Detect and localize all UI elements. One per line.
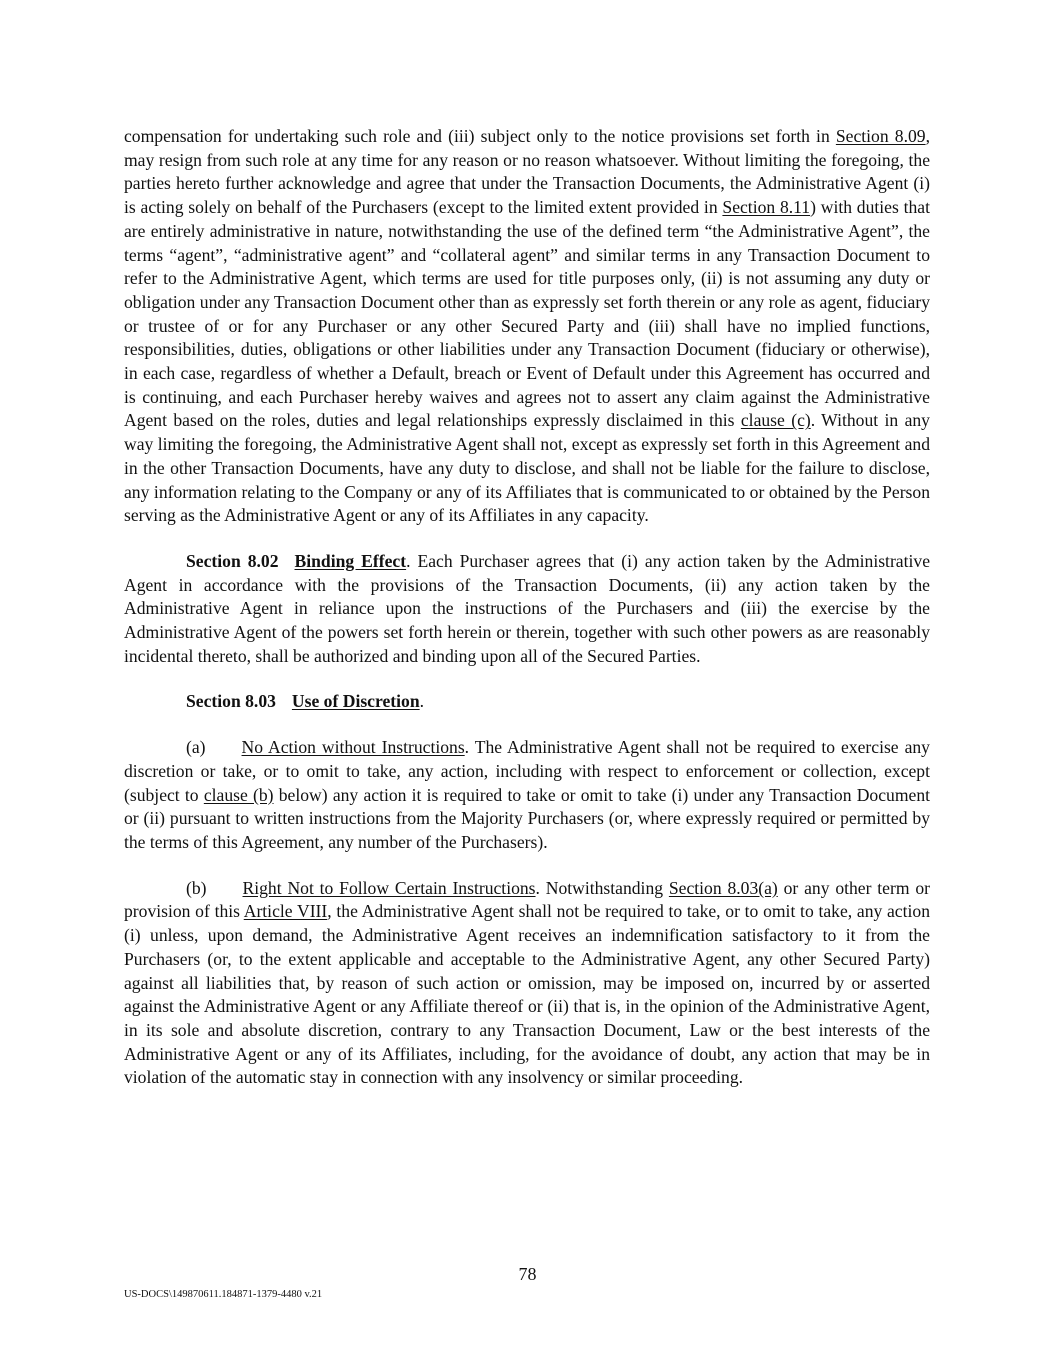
section-number: Section 8.02: [186, 550, 279, 571]
text-run: .: [419, 691, 425, 712]
cross-reference: Section 8.11: [722, 197, 811, 218]
section-8-03-heading: [124, 690, 930, 714]
document-body: [124, 125, 930, 1090]
text-run: . Notwithstanding: [535, 877, 669, 898]
cross-reference: clause (b): [203, 784, 274, 805]
clause-b: [124, 877, 930, 1090]
section-8-02: [124, 550, 930, 669]
text-run: compensation for undertaking such role and (iii) subject only to the notice provisions set forth in: [124, 126, 836, 146]
cross-reference: Article VIII: [243, 901, 328, 922]
section-title: Use of Discretion: [291, 691, 420, 712]
text-run: . Without in any way limiting the foregoing, the Administrative Agent shall not, except as expressly set forth in this Agreement and in the other Transaction Documents, have any duty to disclose, and shall not be liable for the failure to disclose, any information relating to the Company or any of its Affiliates that is communicated to or obtained by the Person serving as the Administrative Agent or any of its Affiliates in any capacity.: [124, 410, 930, 526]
clause-title: Right Not to Follow Certain Instructions: [242, 877, 536, 898]
section-number: Section 8.03: [186, 691, 276, 712]
text-run: , the Administrative Agent shall not be required to take, or to omit to take, any action (i) unless, upon demand, the Administrative Agent receives an indemnification satisfactory to it from the Purchasers (or, to the extent applicable and acceptable to the Administrative Agent, any other Secured Party) against all liabilities that, by reason of such action or omission, may be imposed on, incurred by or asserted against the Administrative Agent or any Affiliate thereof or (ii) that is, in the opinion of the Administrative Agent, in its sole and absolute discretion, contrary to any Transaction Document, Law or the best interests of the Administrative Agent or any of its Affiliates, including, for the avoidance of doubt, any action that may be in violation of the automatic stay in connection with any insolvency or similar proceeding.: [124, 901, 930, 1088]
cross-reference: Section 8.03(a): [668, 877, 778, 898]
document-footer-id: US-DOCS\149870611.184871-1379-4480 v.21: [124, 1289, 323, 1300]
text-run: or any other term or provision of this: [124, 877, 931, 922]
paragraph-continuation: [124, 125, 930, 528]
page-number: 78: [518, 1264, 537, 1284]
clause-label: (a): [186, 737, 206, 758]
cross-reference: Section 8.09: [835, 126, 926, 146]
cross-reference: clause (c): [740, 410, 811, 431]
text-run: . Each Purchaser agrees that (i) any action taken by the Administrative Agent in accordance with the provisions of the Transaction Documents, (ii) any action taken by the Administrative Agent in reliance upon the instructions of the Purchasers and (iii) the exercise by the Administrative Agent of the powers set forth herein or therein, together with such other powers as are reasonably incidental thereto, shall be authorized and binding upon all of the Secured Parties.: [124, 550, 930, 666]
text-run: below) any action it is required to take or omit to take (i) under any Transaction Document or (ii) pursuant to written instructions from the Majority Purchasers (or, where expressly required or permitted by the terms of this Agreement, any number of the Purchasers).: [124, 784, 931, 852]
text-run: ) with duties that are entirely administrative in nature, notwithstanding the use of the defined term “the Administrative Agent”, the terms “agent”, “administrative agent” and “collateral agent” and similar terms in any Transaction Document to refer to the Administrative Agent, which terms are used for title purposes only, (ii) is not assuming any duty or obligation under any Transaction Document other than as expressly set forth therein or any role as agent, fiduciary or trustee of or for any Purchaser or any other Secured Party and (iii) shall have no implied functions, responsibilities, duties, obligations or other liabilities under any Transaction Document (fiduciary or otherwise), in each case, regardless of whether a Default, breach or Event of Default under this Agreement has occurred and is continuing, and each Purchaser hereby waives and agrees not to assert any claim against the Administrative Agent based on the roles, duties and legal relationships expressly disclaimed in this: [124, 197, 930, 431]
clause-a: [124, 736, 930, 855]
text-run: , may resign from such role at any time for any reason or no reason whatsoever. Without limiting the foregoing, the parties hereto further acknowledge and agree that under the Transaction Documents, the Administrative Agent (i) is acting solely on behalf of the Purchasers (except to the limited extent provided in: [124, 126, 930, 218]
section-title: Binding Effect: [294, 550, 407, 571]
clause-title: No Action without Instructions: [241, 737, 465, 758]
text-run: . The Administrative Agent shall not be required to exercise any discretion or take, or to omit to take, any action, including with respect to enforcement or collection, except (subject to: [124, 737, 930, 805]
clause-label: (b): [186, 877, 207, 898]
